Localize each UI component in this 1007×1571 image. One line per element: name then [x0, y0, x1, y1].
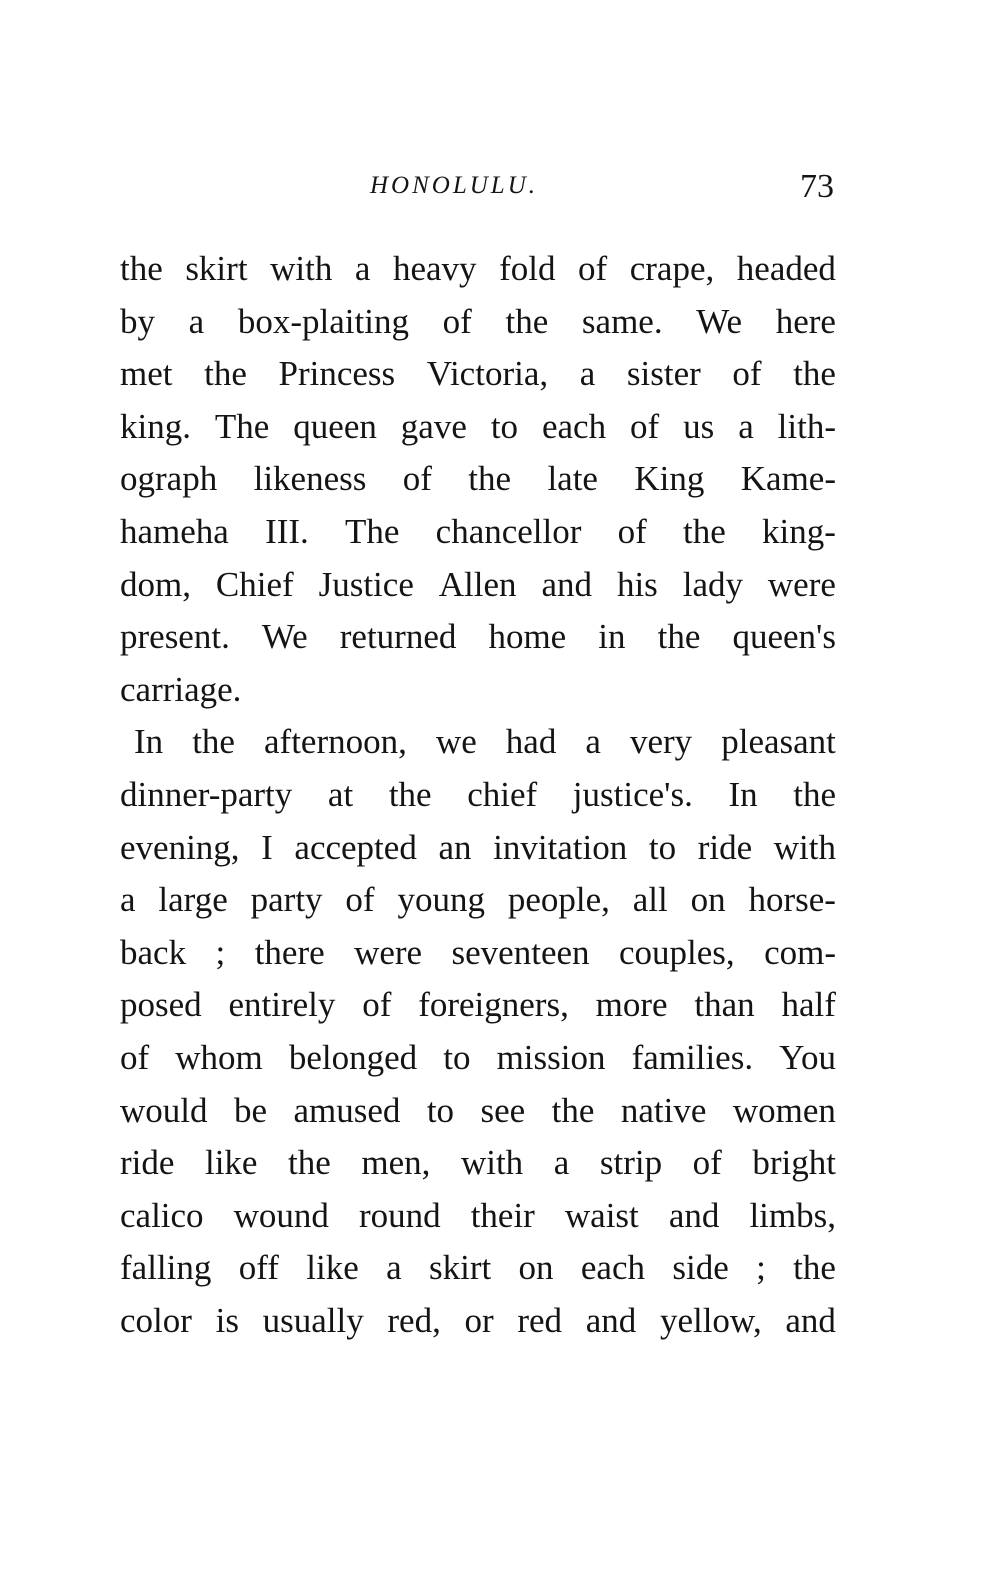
word: chancellor: [435, 511, 582, 551]
text-line: [120, 401, 836, 454]
word: pleasant: [721, 722, 836, 762]
word: seventeen: [451, 932, 590, 972]
word: native: [620, 1090, 707, 1130]
word: very: [629, 722, 693, 762]
word: of: [578, 249, 608, 288]
word: back: [120, 932, 187, 972]
word: a: [354, 249, 371, 288]
word: sister: [626, 354, 701, 394]
running-title: HONOLULU.: [370, 172, 539, 199]
word: a: [386, 1248, 402, 1288]
word: side: [672, 1248, 729, 1288]
text-line: [120, 1085, 836, 1138]
text-line: [120, 979, 836, 1032]
word: limbs,: [749, 1195, 836, 1235]
word: a: [188, 301, 205, 341]
word: invitation: [493, 827, 628, 867]
word: the: [793, 354, 836, 394]
word: of: [345, 880, 375, 920]
text-line: [120, 822, 836, 875]
word: young: [397, 880, 485, 920]
running-head: [0, 168, 1007, 208]
page-number: 73: [800, 168, 834, 205]
word: each: [541, 406, 607, 446]
text-line: [120, 1295, 836, 1348]
word: to: [648, 827, 677, 867]
word: red,: [387, 1300, 441, 1340]
word: women: [732, 1090, 836, 1130]
word: see: [480, 1090, 526, 1130]
text-line: [120, 1190, 836, 1243]
word: mission: [496, 1037, 606, 1077]
text-line: [120, 1032, 836, 1085]
word: bright: [752, 1143, 836, 1183]
word: ride: [120, 1143, 175, 1183]
word: ;: [215, 932, 226, 972]
text-line: [120, 769, 836, 822]
word: waist: [564, 1195, 639, 1235]
word: large: [158, 880, 228, 920]
word: queen: [293, 406, 377, 446]
word: is: [215, 1300, 239, 1340]
word: were: [767, 564, 836, 604]
word: of: [692, 1143, 722, 1183]
word: King: [634, 459, 705, 499]
word: com-: [764, 932, 836, 972]
word: off: [238, 1248, 279, 1288]
word: the: [683, 511, 726, 551]
word: of: [617, 511, 647, 551]
word: be: [233, 1090, 267, 1130]
word: by: [120, 301, 155, 341]
word: a: [579, 354, 596, 394]
word: us: [683, 406, 715, 446]
word: to: [443, 1037, 471, 1077]
word: The: [345, 511, 400, 551]
word: horse-: [748, 880, 836, 920]
word: at: [327, 774, 354, 814]
word: We: [696, 301, 743, 341]
word: on: [690, 880, 726, 920]
word: fold: [499, 249, 556, 288]
word: late: [547, 459, 598, 499]
word: the: [793, 774, 836, 814]
word: king-: [762, 511, 836, 551]
text-line: [120, 296, 836, 349]
word: Justice: [318, 564, 414, 604]
word: justice's.: [572, 774, 693, 814]
word: calico: [120, 1195, 204, 1235]
word: In: [728, 774, 758, 814]
word: We: [261, 617, 308, 657]
word: amused: [293, 1090, 401, 1130]
word: in: [598, 617, 626, 657]
word: the: [551, 1090, 595, 1130]
word: there: [254, 932, 325, 972]
word: had: [505, 722, 557, 762]
word: met: [120, 354, 173, 394]
word: foreigners,: [418, 985, 569, 1025]
text-line: [120, 243, 836, 296]
word: carriage.: [120, 669, 242, 709]
word: falling: [120, 1248, 212, 1288]
word: of: [630, 406, 660, 446]
word: their: [470, 1195, 535, 1235]
word: with: [270, 249, 333, 288]
word: of: [442, 301, 472, 341]
word: men,: [361, 1143, 431, 1183]
word: we: [435, 722, 477, 762]
word: people,: [507, 880, 610, 920]
word: half: [781, 985, 836, 1025]
word: red: [517, 1300, 563, 1340]
word: a: [120, 880, 136, 920]
word: home: [488, 617, 567, 657]
word: families.: [631, 1037, 754, 1077]
word: were: [354, 932, 423, 972]
word: gave: [400, 406, 467, 446]
word: afternoon,: [264, 722, 407, 762]
word: wound: [233, 1195, 329, 1235]
word: an: [438, 827, 472, 867]
word: usually: [262, 1300, 364, 1340]
text-line: [120, 716, 836, 769]
word: more: [595, 985, 668, 1025]
word: heavy: [392, 249, 477, 288]
text-line: [120, 664, 836, 717]
word: dinner-party: [120, 774, 293, 814]
word: here: [775, 301, 836, 341]
word: The: [214, 406, 270, 446]
word: and: [785, 1300, 836, 1340]
word: like: [204, 1143, 258, 1183]
word: entirely: [228, 985, 336, 1025]
word: skirt: [428, 1248, 492, 1288]
word: a: [738, 406, 754, 446]
word: Victoria,: [426, 354, 549, 394]
word: and: [541, 564, 593, 604]
word: skirt: [185, 249, 248, 288]
text-line: [120, 611, 836, 664]
word: would: [120, 1090, 208, 1130]
word: party: [250, 880, 323, 920]
text-line: [120, 453, 836, 506]
word: the: [505, 301, 549, 341]
word: of: [362, 985, 392, 1025]
word: same.: [581, 301, 663, 341]
word: ride: [697, 827, 753, 867]
text-line: [120, 348, 836, 401]
word: present.: [120, 617, 230, 657]
word: his: [616, 564, 658, 604]
word: of: [402, 459, 432, 499]
word: on: [518, 1248, 554, 1288]
word: a: [585, 722, 601, 762]
word: to: [490, 406, 519, 446]
word: hameha: [120, 511, 229, 551]
text-line: [120, 1137, 836, 1190]
word: dom,: [120, 564, 191, 604]
word: chief: [467, 774, 538, 814]
word: ;: [756, 1248, 766, 1288]
word: with: [773, 827, 836, 867]
word: a: [553, 1143, 570, 1183]
word: the: [204, 354, 247, 394]
word: evening,: [120, 827, 240, 867]
word: all: [632, 880, 668, 920]
word: round: [358, 1195, 441, 1235]
text-line: [120, 874, 836, 927]
word: with: [460, 1143, 524, 1183]
body-text: [120, 243, 836, 1347]
word: belonged: [288, 1037, 418, 1077]
word: the: [388, 774, 432, 814]
word: returned: [339, 617, 457, 657]
word: the: [657, 617, 701, 657]
word: the: [192, 722, 235, 762]
text-line: [120, 927, 836, 980]
word: whom: [175, 1037, 263, 1077]
word: headed: [736, 249, 836, 288]
text-line: [120, 506, 836, 559]
word: to: [426, 1090, 455, 1130]
word: Allen: [438, 564, 517, 604]
word: Princess: [278, 354, 396, 394]
word: In: [134, 722, 164, 762]
word: and: [668, 1195, 720, 1235]
word: like: [306, 1248, 359, 1288]
word: lith-: [777, 406, 836, 446]
word: strip: [599, 1143, 663, 1183]
word: Kame-: [740, 459, 836, 499]
word: the: [288, 1143, 331, 1183]
word: crape,: [629, 249, 715, 288]
word: You: [779, 1037, 836, 1077]
text-line: [120, 559, 836, 612]
word: than: [694, 985, 755, 1025]
word: yellow,: [659, 1300, 762, 1340]
word: color: [120, 1300, 192, 1340]
word: the: [793, 1248, 836, 1288]
word: each: [580, 1248, 645, 1288]
word: lady: [682, 564, 743, 604]
word: the: [120, 249, 163, 288]
word: the: [468, 459, 512, 499]
word: I: [261, 827, 273, 867]
word: of: [732, 354, 762, 394]
word: or: [464, 1300, 494, 1340]
word: of: [120, 1037, 150, 1077]
word: king.: [120, 406, 191, 446]
word: queen's: [732, 617, 836, 657]
word: couples,: [618, 932, 735, 972]
word: III.: [265, 511, 309, 551]
word: box-plaiting: [237, 301, 409, 341]
word: posed: [120, 985, 202, 1025]
word: Chief: [215, 564, 294, 604]
word: ograph: [120, 459, 218, 499]
word: accepted: [294, 827, 417, 867]
word: and: [585, 1300, 637, 1340]
text-line: [120, 1242, 836, 1295]
word: likeness: [253, 459, 367, 499]
